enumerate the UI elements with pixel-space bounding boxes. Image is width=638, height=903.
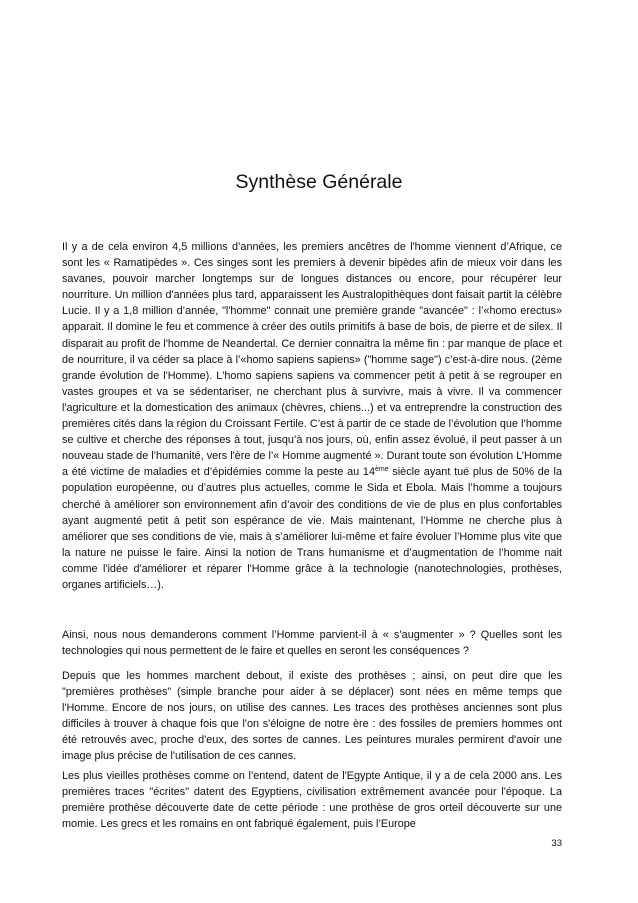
paragraph-egypte-antique-text: Les plus vieilles prothèses comme on l’entend, datent de l'Egypte Antique, il y a de cela 2000 ans. Les premières traces "écrites" datent des Egyptiens, civilisation extrêmement avancée pour l'époque. La première prothèse découverte date de cette période : une prothèse de gros orteil découverte sur une momie. Les grecs et les romains en ont fabriqué également, puis l’Europe [62,770,562,831]
paragraph-evolution-text [62,239,562,593]
paragraph-evolution-part1: Il y a de cela environ 4,5 millions d’années, les premiers ancêtres de l'homme viennent d’Afrique, ce sont les « Ramatipèdes ». Ces singes sont les premiers à devenir bipèdes afin de mieux voir dans les savanes, pouvoir marcher longtemps sur de longues distances ou encore, pour récupérer leur nourriture. Un million d'années plus tard, apparaissent les Australopithèques dont faisait partit la célèbre Lucie. Il y a 1,8 million d’année, "l'homme" connait une première grande "avancée" : l’«homo erectus» apparait. Il domine le feu et commence à créer des outils primitifs à base de bois, de pierre et de silex. Il disparait au profit de l'homme de Neandertal. Ce dernier connaitra la même fin : par manque de place et de nourriture, il va céder sa place à l’«homo sapiens sapiens» ("homme sage") c’est-à-dire nous. (2ème grande évolution de l'Homme). L'homo sapiens sapiens va commencer petit à petit à se regrouper en vastes groupes et va se sédentariser, ne cherchant plus à survivre, mais à vivre. Il va commencer l'agriculture et la domestication des animaux (chèvres, chiens...) et va entreprendre la construction des premières cités dans la région du Croissant Fertile. C’est à partir de ce stade de l’évolution que l’homme se cultive et cherche des réponses à tout, jusqu’à nos jours, où, enfin assez évolué, il peut passer à un nouveau stade de l’humanité, vers l'ère de l’« Homme augmenté ». Durant toute son évolution L’Homme a été victime de maladies et d’épidémies comme la peste au 14 [62,241,562,479]
paragraph-premieres-protheses [62,668,562,765]
paragraph-evolution-part2: siècle ayant tué plus de 50% de la population européenne, ou d’autres plus actuelles, comme le Sida et Ebola. Mais l’homme a toujours cherché à améliorer son environnement afin d’avoir des conditions de vie de plus en plus confortables ayant augmenté petit à petit son espérance de vie. Mais maintenant, l’Homme ne cherche plus à améliorer que ses conditions de vie, mais à s’améliorer lui-même et faire évoluer l’Homme plus vite que la nature ne puisse le faire. Ainsi la notion de Trans humanisme et d’augmentation de l’homme nait comme l'idée d'améliorer et réparer l'Homme grâce à la technologie (nanotechnologies, prothèses, organes artificiels…). [62,466,562,591]
paragraph-problematique [62,627,562,659]
document-title: Synthèse Générale [235,171,403,193]
paragraph-egypte-antique [62,768,562,832]
paragraph-problematique-text: Ainsi, nous nous demanderons comment l’Homme parvient-il à « s’augmenter » ? Quelles sont les technologies qui nous permettent de le faire et quelles en seront les conséquences ? [62,629,562,658]
superscript-eme: ème [374,466,389,474]
paragraph-evolution [62,239,562,593]
page-number: 33 [551,838,562,849]
paragraph-premieres-protheses-text: Depuis que les hommes marchent debout, il existe des prothèses ; ainsi, on peut dire que les "premières prothèses" (simple branche pour aider à se déplacer) sont nées en même temps que l'Homme. Encore de nos jours, on utilise des cannes. Les traces des prothèses anciennes sont plus difficiles à trouver à chaque fois que l'on s'éloigne de notre ère : des fossiles de premiers hommes ont été retrouvés avec, proche d'eux, des sortes de cannes. Les peintures murales permirent d'avoir une image plus précise de l'utilisation de ces cannes. [62,670,562,763]
